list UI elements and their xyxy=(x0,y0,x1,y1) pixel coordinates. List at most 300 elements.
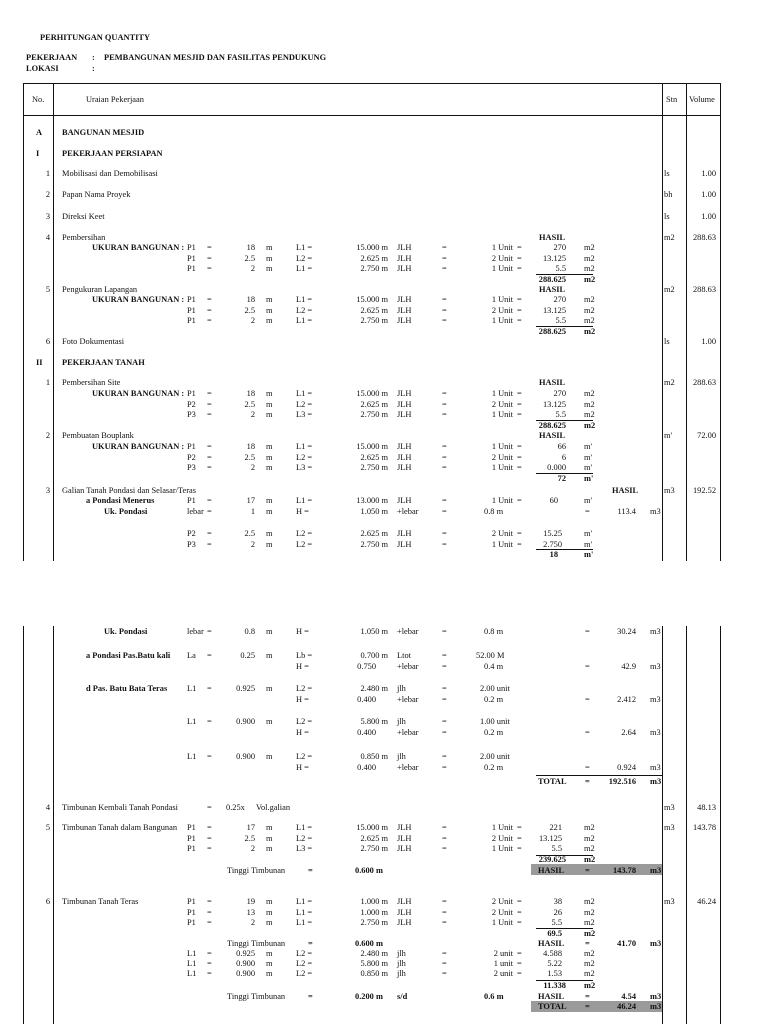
cell-text: 42.9 xyxy=(621,662,636,671)
cell-text: 2.750 m xyxy=(360,410,388,419)
cell-text: 2.750 m xyxy=(360,316,388,325)
cell-text: = xyxy=(517,969,522,978)
cell-text: 2 xyxy=(250,540,255,549)
cell-text: 13 xyxy=(246,907,255,917)
cell-text: = xyxy=(585,866,590,875)
cell-text: = xyxy=(207,442,212,451)
cell-text: = xyxy=(207,949,212,958)
cell-text: Lb = xyxy=(296,651,313,660)
item-number: 5 xyxy=(45,285,50,294)
cell-text: 5.5 xyxy=(555,410,566,419)
cell-text: m xyxy=(266,316,273,325)
section-number: A xyxy=(36,128,43,137)
cell-text: = xyxy=(207,627,212,636)
item-number: 1 xyxy=(45,378,50,387)
cell-text: JLH xyxy=(397,399,412,409)
cell-text: 0.200 m xyxy=(355,992,383,1001)
cell-text: JLH xyxy=(397,918,412,927)
cell-text: JLH xyxy=(397,253,412,263)
column-line xyxy=(686,626,687,1024)
cell-text: 288.625 xyxy=(538,275,566,284)
cell-text: L2 = xyxy=(296,399,313,409)
cell-text: = xyxy=(442,442,447,451)
cell-text: m3 xyxy=(650,507,661,516)
cell-text: m2 xyxy=(584,949,595,958)
cell-text: P1 xyxy=(187,918,196,927)
cell-text: = xyxy=(207,752,212,761)
cell-text: P1 xyxy=(187,442,196,451)
cell-text: m xyxy=(266,823,273,832)
cell-text: H = xyxy=(296,662,309,671)
cell-text: L1 xyxy=(187,969,197,978)
cell-text: P1 xyxy=(187,295,196,304)
cell-text: = xyxy=(442,833,447,843)
cell-text: 5.5 xyxy=(551,918,562,927)
item-volume: 1.00 xyxy=(701,337,716,346)
cell-text: 1 Unit xyxy=(491,442,513,451)
cell-text: = xyxy=(207,305,212,315)
section-title: PEKERJAAN TANAH xyxy=(62,358,145,367)
cell-text: = xyxy=(585,777,590,786)
item-unit: m3 xyxy=(664,823,675,832)
item-unit: m' xyxy=(664,431,673,440)
cell-text: 38 xyxy=(553,897,562,906)
cell-text: 0.600 m xyxy=(355,939,383,948)
cell-text: m xyxy=(266,452,273,462)
cell-text: 270 xyxy=(553,389,566,398)
cell-text: m3 xyxy=(650,695,661,704)
cell-text: HASIL xyxy=(538,939,565,948)
column-line xyxy=(53,626,54,1024)
cell-text: H = xyxy=(296,507,309,516)
cell-text: P2 xyxy=(187,529,196,538)
cell-text: = xyxy=(517,540,522,549)
hasil-label: HASIL xyxy=(539,378,566,387)
cell-text: m2 xyxy=(584,389,595,398)
cell-text: = xyxy=(308,992,313,1001)
column-line xyxy=(720,626,721,1024)
section-title: BANGUNAN MESJID xyxy=(62,128,145,137)
column-line xyxy=(23,83,24,561)
cell-text: 2 Unit xyxy=(491,529,513,538)
item-number: 1 xyxy=(45,169,50,178)
cell-text: = xyxy=(442,918,447,927)
cell-text: 0.2 m xyxy=(484,763,504,772)
cell-text: P1 xyxy=(187,844,196,853)
document-title: PERHITUNGAN QUANTITY xyxy=(40,33,151,42)
cell-text: 1.000 m xyxy=(360,907,388,917)
cell-text: m3 xyxy=(650,728,661,737)
cell-text: = xyxy=(442,717,447,726)
cell-text: jlh xyxy=(397,959,406,968)
cell-text: 0.400 xyxy=(357,763,376,772)
cell-text: 11.338 xyxy=(543,981,566,990)
cell-text: 0.850 m xyxy=(360,969,388,978)
cell-text: Tinggi Timbunan xyxy=(227,939,286,948)
cell-text: m3 xyxy=(650,866,662,875)
cell-text: = xyxy=(585,507,590,516)
cell-text: lebar xyxy=(187,507,204,516)
item-description: Foto Dokumentasi xyxy=(62,337,125,346)
cell-text: 17 xyxy=(246,496,255,505)
pekerjaan-label: PEKERJAAN xyxy=(26,53,78,62)
cell-text: m2 xyxy=(584,907,595,917)
cell-text: 0.850 m xyxy=(360,752,388,761)
cell-text: Uk. Pondasi xyxy=(104,507,148,516)
cell-text: = xyxy=(207,243,212,252)
cell-text: 0.924 xyxy=(617,763,636,772)
cell-text: m xyxy=(266,243,273,252)
cell-text: = xyxy=(442,907,447,917)
cell-text: m xyxy=(266,717,273,726)
cell-text: L1 = xyxy=(296,442,313,451)
cell-text: L2 = xyxy=(296,540,313,549)
cell-text: m2 xyxy=(584,929,596,938)
cell-text: 5.800 m xyxy=(360,717,388,726)
cell-text: = xyxy=(207,389,212,398)
cell-text: 1 Unit xyxy=(491,316,513,325)
cell-text: JLH xyxy=(397,305,412,315)
cell-text: m2 xyxy=(584,918,595,927)
cell-text: = xyxy=(442,305,447,315)
cell-text: m3 xyxy=(650,1002,662,1011)
cell-text: 0.900 xyxy=(236,717,255,726)
cell-text: = xyxy=(517,389,522,398)
cell-text: m xyxy=(266,918,273,927)
cell-text: = xyxy=(517,949,522,958)
cell-text: Ltot xyxy=(397,651,411,660)
cell-text: = xyxy=(517,463,522,472)
cell-text: L2 = xyxy=(296,959,313,968)
item-number: 4 xyxy=(45,233,50,242)
cell-text: L1 = xyxy=(296,897,313,906)
cell-text: L3 = xyxy=(296,410,313,419)
cell-text: = xyxy=(517,529,522,538)
cell-text: 2.625 m xyxy=(360,399,388,409)
cell-text: m2 xyxy=(584,264,595,273)
cell-text: 2.625 m xyxy=(360,305,388,315)
table-top-border xyxy=(23,83,720,84)
cell-text: JLH xyxy=(397,540,412,549)
cell-text: L2 = xyxy=(296,253,313,263)
cell-text: = xyxy=(207,823,212,832)
pekerjaan-value: PEMBANGUNAN MESJID DAN FASILITAS PENDUKUNG xyxy=(104,53,327,62)
cell-text: = xyxy=(517,243,522,252)
cell-text: JLH xyxy=(397,907,412,917)
cell-text: JLH xyxy=(397,243,412,252)
cell-text: 1 Unit xyxy=(491,389,513,398)
cell-text: Vol.galian xyxy=(256,803,291,812)
cell-text: = xyxy=(585,939,590,948)
cell-text: = xyxy=(207,253,212,263)
cell-text: 2.625 m xyxy=(360,833,388,843)
cell-text: m xyxy=(266,949,273,958)
cell-text: = xyxy=(207,529,212,538)
cell-text: = xyxy=(585,695,590,704)
cell-text: 1 unit xyxy=(493,959,513,968)
cell-text: = xyxy=(442,463,447,472)
cell-text: = xyxy=(585,1002,590,1011)
cell-text: 0.900 xyxy=(236,752,255,761)
cell-text: jlh xyxy=(397,969,406,978)
cell-text: m xyxy=(266,529,273,538)
cell-text: JLH xyxy=(397,316,412,325)
cell-text: m' xyxy=(584,442,593,451)
cell-text: 2 xyxy=(250,844,255,853)
cell-text: 143.78 xyxy=(612,866,636,875)
cell-text: m2 xyxy=(584,253,595,263)
cell-text: 66 xyxy=(557,442,566,451)
cell-text: L3 = xyxy=(296,463,313,472)
section-title: PEKERJAAN PERSIAPAN xyxy=(62,149,163,158)
cell-text: 239.625 xyxy=(538,855,566,864)
cell-text: = xyxy=(517,959,522,968)
column-line xyxy=(720,83,721,561)
cell-text: 2 unit xyxy=(493,969,513,978)
cell-text: 0.8 m xyxy=(484,507,504,516)
cell-text: 0.925 xyxy=(236,684,255,693)
cell-text: = xyxy=(442,399,447,409)
cell-text: 15.000 m xyxy=(356,295,388,304)
cell-text: = xyxy=(207,463,212,472)
cell-text: P1 xyxy=(187,897,196,906)
cell-text: = xyxy=(207,540,212,549)
cell-text: m' xyxy=(584,540,593,549)
cell-text: m2 xyxy=(584,410,595,419)
item-description: Galian Tanah Pondasi dan Selasar/Teras xyxy=(62,486,197,495)
cell-text: = xyxy=(442,243,447,252)
cell-text: P1 xyxy=(187,264,196,273)
cell-text: 18 xyxy=(549,550,558,559)
cell-text: = xyxy=(207,295,212,304)
cell-text: m xyxy=(266,833,273,843)
cell-text: 1 Unit xyxy=(491,844,513,853)
item-volume: 48.13 xyxy=(697,803,716,812)
cell-text: 5.800 m xyxy=(360,959,388,968)
cell-text: = xyxy=(585,763,590,772)
item-volume: 1.00 xyxy=(701,169,716,178)
cell-text: L2 = xyxy=(296,452,313,462)
cell-text: P1 xyxy=(187,253,196,263)
cell-text: L1 = xyxy=(296,907,313,917)
cell-text: 2 Unit xyxy=(491,452,513,462)
item-unit: ls xyxy=(664,212,670,221)
cell-text: +lebar xyxy=(397,507,419,516)
cell-text: = xyxy=(442,295,447,304)
cell-text: = xyxy=(207,907,212,917)
cell-text: 2 Unit xyxy=(491,305,513,315)
cell-text: 4.54 xyxy=(621,992,636,1001)
cell-text: m2 xyxy=(584,969,595,978)
cell-text: JLH xyxy=(397,389,412,398)
hasil-label: HASIL xyxy=(539,233,566,242)
cell-text: H = xyxy=(296,695,309,704)
column-volume: Volume xyxy=(689,95,715,104)
cell-text: 2.5 xyxy=(244,833,255,843)
cell-text: 1 xyxy=(250,507,255,516)
cell-text: = xyxy=(442,253,447,263)
item-number: 3 xyxy=(45,212,50,221)
cell-text: L2 = xyxy=(296,684,313,693)
cell-text: 192.516 xyxy=(608,777,636,786)
cell-text: 5.5 xyxy=(555,316,566,325)
cell-text: m xyxy=(266,844,273,853)
cell-text: m2 xyxy=(584,421,596,430)
cell-text: = xyxy=(207,452,212,462)
cell-text: = xyxy=(517,410,522,419)
cell-text: 52.00 M xyxy=(476,651,505,660)
cell-text: HASIL xyxy=(538,992,565,1001)
cell-text: HASIL xyxy=(538,866,565,875)
cell-text: = xyxy=(517,399,522,409)
cell-text: = xyxy=(207,651,212,660)
cell-text: 2.480 m xyxy=(360,949,388,958)
cell-text: L1 = xyxy=(296,243,313,252)
cell-text: 2 Unit xyxy=(491,897,513,906)
cell-text: UKURAN BANGUNAN : xyxy=(92,243,185,252)
item-unit: m2 xyxy=(664,378,675,387)
cell-text: 13.000 m xyxy=(356,496,388,505)
cell-text: +lebar xyxy=(397,695,419,704)
cell-text: m2 xyxy=(584,275,596,284)
cell-text: TOTAL xyxy=(538,1002,567,1011)
cell-text: 15.000 m xyxy=(356,823,388,832)
cell-text: 113.4 xyxy=(617,507,636,516)
cell-text: = xyxy=(442,264,447,273)
column-line xyxy=(662,626,663,1024)
cell-text: 5.22 xyxy=(547,959,562,968)
cell-text: P2 xyxy=(187,452,196,462)
item-description: Pembuatan Bouplank xyxy=(62,431,134,440)
cell-text: L1 = xyxy=(296,496,313,505)
cell-text: H = xyxy=(296,728,309,737)
cell-text: 19 xyxy=(246,897,255,906)
cell-text: P1 xyxy=(187,823,196,832)
cell-text: = xyxy=(442,844,447,853)
item-description: Timbunan Tanah dalam Bangunan xyxy=(62,823,178,832)
lokasi-label: LOKASI xyxy=(26,64,59,73)
cell-text: 288.625 xyxy=(538,421,566,430)
cell-text: 2 xyxy=(250,264,255,273)
cell-text: 15.000 m xyxy=(356,442,388,451)
cell-text: = xyxy=(517,907,522,917)
cell-text: 2.00 unit xyxy=(480,752,510,761)
cell-text: = xyxy=(517,897,522,906)
item-volume: 46.24 xyxy=(697,897,716,906)
item-number: 3 xyxy=(45,486,50,495)
cell-text: m2 xyxy=(584,855,596,864)
cell-text: m' xyxy=(584,529,593,538)
cell-text: m' xyxy=(584,474,594,483)
cell-text: m xyxy=(266,540,273,549)
cell-text: m3 xyxy=(650,992,662,1001)
item-volume: 1.00 xyxy=(701,212,716,221)
cell-text: = xyxy=(308,939,313,948)
cell-text: 2.750 m xyxy=(360,918,388,927)
item-unit: m2 xyxy=(664,285,675,294)
cell-text: L2 = xyxy=(296,752,313,761)
cell-text: JLH xyxy=(397,410,412,419)
cell-text: 30.24 xyxy=(617,627,636,636)
cell-text: Tinggi Timbunan xyxy=(227,866,286,875)
cell-text: m2 xyxy=(584,327,596,336)
cell-text: +lebar xyxy=(397,728,419,737)
cell-text: s/d xyxy=(397,992,408,1001)
cell-text: = xyxy=(308,866,313,875)
cell-text: 0.2 m xyxy=(484,728,504,737)
hasil-label: HASIL xyxy=(612,486,639,495)
cell-text: 5.5 xyxy=(551,844,562,853)
cell-text: L1 = xyxy=(296,316,313,325)
cell-text: 0.400 xyxy=(357,695,376,704)
cell-text: m2 xyxy=(584,833,595,843)
item-number: 6 xyxy=(45,897,50,906)
item-unit: m3 xyxy=(664,897,675,906)
cell-text: a Pondasi Menerus xyxy=(86,496,155,505)
cell-text: 2 xyxy=(250,316,255,325)
cell-text: P1 xyxy=(187,496,196,505)
item-description: Pengukuran Lapangan xyxy=(62,285,138,294)
cell-text: m3 xyxy=(650,763,661,772)
cell-text: = xyxy=(585,992,590,1001)
cell-text: 18 xyxy=(246,442,255,451)
cell-text: JLH xyxy=(397,897,412,906)
cell-text: = xyxy=(207,844,212,853)
cell-text: 13.125 xyxy=(542,253,566,263)
cell-text: L1 xyxy=(187,684,197,693)
cell-text: 2 Unit xyxy=(491,253,513,263)
cell-text: L2 = xyxy=(296,305,313,315)
cell-text: m' xyxy=(584,463,593,472)
cell-text: JLH xyxy=(397,833,412,843)
cell-text: = xyxy=(207,717,212,726)
item-unit: ls xyxy=(664,169,670,178)
cell-text: L2 = xyxy=(296,529,313,538)
cell-text: = xyxy=(585,627,590,636)
cell-text: m xyxy=(266,752,273,761)
cell-text: = xyxy=(442,897,447,906)
cell-text: = xyxy=(442,507,447,516)
cell-text: 2.625 m xyxy=(360,452,388,462)
cell-text: P1 xyxy=(187,389,196,398)
cell-text: 2.750 m xyxy=(360,540,388,549)
cell-text: = xyxy=(442,651,447,660)
cell-text: 13.125 xyxy=(542,305,566,315)
cell-text: m xyxy=(266,507,273,516)
item-description: Papan Nama Proyek xyxy=(62,190,131,199)
cell-text: : xyxy=(92,64,95,73)
cell-text: = xyxy=(207,410,212,419)
cell-text: 1 Unit xyxy=(491,264,513,273)
cell-text: m' xyxy=(584,550,594,559)
cell-text: H = xyxy=(296,627,309,636)
cell-text: 0.2 m xyxy=(484,695,504,704)
cell-text: = xyxy=(442,389,447,398)
cell-text: = xyxy=(442,684,447,693)
cell-text: = xyxy=(207,959,212,968)
cell-text: 2.64 xyxy=(621,728,636,737)
cell-text: 17 xyxy=(246,823,255,832)
cell-text: 69.5 xyxy=(547,929,562,938)
cell-text: = xyxy=(207,316,212,325)
item-volume: 192.52 xyxy=(692,486,716,495)
cell-text: 15.000 m xyxy=(356,389,388,398)
cell-text: 26 xyxy=(553,907,562,917)
cell-text: = xyxy=(442,823,447,832)
cell-text: m xyxy=(266,264,273,273)
column-uraian: Uraian Pekerjaan xyxy=(86,95,144,104)
cell-text: JLH xyxy=(397,496,412,505)
